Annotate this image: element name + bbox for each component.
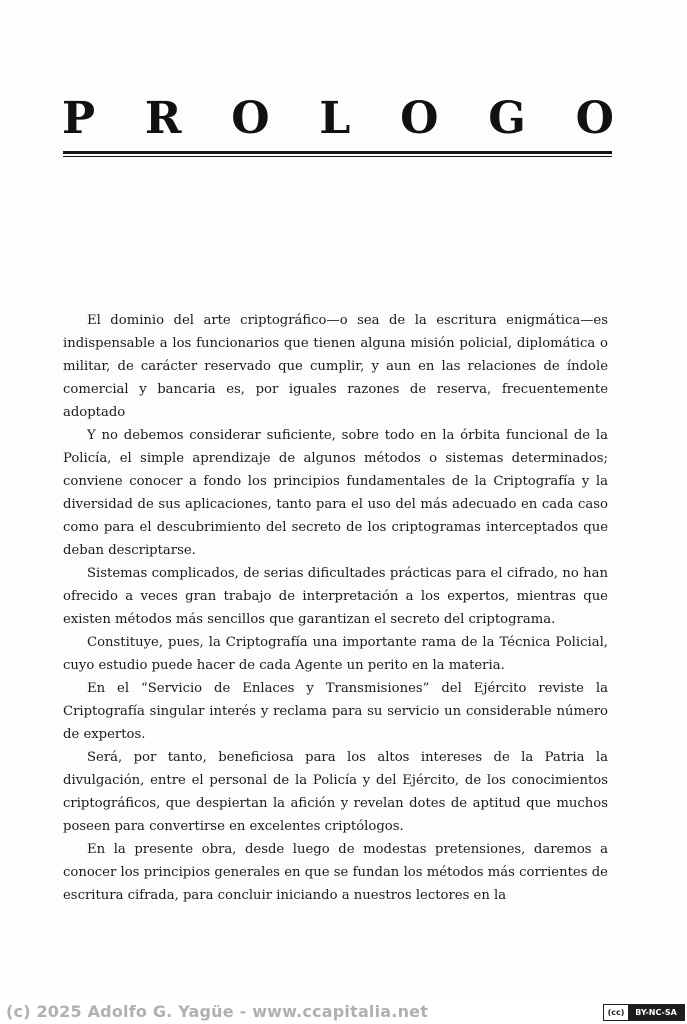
title-letter: P: [62, 93, 96, 144]
title-letter: L: [319, 93, 351, 144]
prologue-body: [63, 309, 608, 907]
title-letter: O: [400, 93, 439, 144]
paragraph: En el “Servicio de Enlaces y Transmisiones” del Ejército reviste la Criptografía singular interés y reclama para su servicio un considerable número de expertos.: [63, 681, 608, 742]
cc-icon: (cc): [604, 1005, 628, 1020]
paragraph: Y no debemos considerar suficiente, sobre todo en la órbita funcional de la Policía, el simple aprendizaje de algunos métodos o sistemas determinados; conviene conocer a fondo los principios fundamentales de la Criptografía y la diversidad de sus aplicaciones, tanto para el uso del más adecuado en cada caso como para el descubrimiento del secreto de los criptogramas interceptados que deban descriptarse.: [63, 428, 608, 558]
paragraph: El dominio del arte criptográfico—o sea de la escritura enigmática—es indispensable a los funcionarios que tienen alguna misión policial, diplomática o militar, de carácter reservado que cumplir, y aun en las relaciones de índole comercial y bancaria es, por iguales razones de reserva, frecuentemente adoptado: [63, 313, 608, 420]
title-rule-thick: [63, 151, 612, 154]
copyright-notice: (c) 2025 Adolfo G. Yagüe - www.ccapitalia.net: [6, 1002, 429, 1021]
paragraph: Será, por tanto, beneficiosa para los altos intereses de la Patria la divulgación, entre el personal de la Policía y del Ejército, de los conocimientos criptográficos, que despiertan la afición y revelan dotes de aptitud que muchos poseen para convertirse en excelentes criptólogos.: [63, 750, 608, 834]
title-letter: G: [488, 93, 526, 144]
paragraph: Constituye, pues, la Criptografía una importante rama de la Técnica Policial, cuyo estudio puede hacer de cada Agente un perito en la materia.: [63, 635, 608, 673]
paragraph: En la presente obra, desde luego de modestas pretensiones, daremos a conocer los principios generales en que se fundan los métodos más corrientes de escritura cifrada, para concluir iniciando a nuestros lectores en la: [63, 842, 608, 903]
page-title: [62, 92, 614, 146]
cc-license-badge[interactable]: [603, 1004, 685, 1021]
title-rule-thin: [63, 156, 612, 157]
title-letter: O: [575, 93, 614, 144]
paragraph: Sistemas complicados, de serias dificultades prácticas para el cifrado, no han ofrecido a veces gran trabajo de interpretación a los expertos, mientras que existen métodos más sencillos que garantizan el secreto del criptograma.: [63, 566, 608, 627]
title-letter: R: [144, 93, 182, 144]
license-terms: BY-NC-SA: [628, 1005, 684, 1020]
title-letter: O: [231, 93, 270, 144]
